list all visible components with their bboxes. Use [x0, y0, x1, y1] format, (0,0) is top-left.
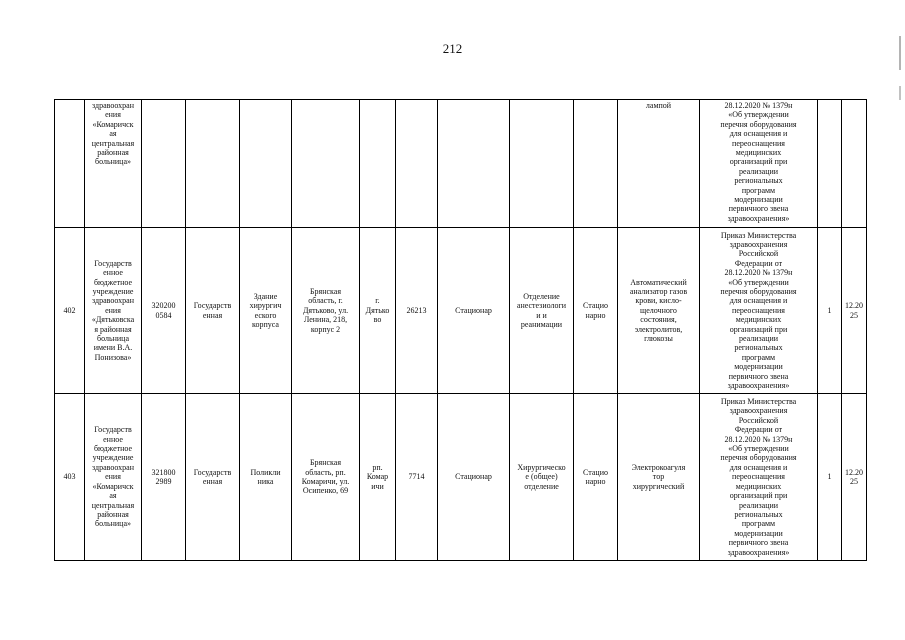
department-cell: Хирургическо е (общее) отделение	[510, 394, 574, 561]
settlement-cell: рп. Комар ичи	[360, 394, 396, 561]
scan-edge-mark	[899, 36, 901, 70]
address-cell: Брянская область, г. Дятьково, ул. Ленина, 218, корпус 2	[292, 228, 360, 394]
building-cell	[240, 100, 292, 228]
equipment-cell: Автоматический анализатор газов крови, кисло- щелочного состояния, электролитов, глюкозы	[618, 228, 700, 394]
address-cell	[292, 100, 360, 228]
population-cell	[396, 100, 438, 228]
date-cell	[842, 100, 867, 228]
building-cell: Поликли ника	[240, 394, 292, 561]
conditions-cell: Стацио нарно	[574, 228, 618, 394]
date-cell: 12.20 25	[842, 394, 867, 561]
row-number-cell	[55, 100, 85, 228]
equipment-cell: лампой	[618, 100, 700, 228]
conditions-cell: Стацио нарно	[574, 394, 618, 561]
building-cell: Здание хирургич еского корпуса	[240, 228, 292, 394]
table-row	[55, 394, 867, 561]
table-row	[55, 228, 867, 394]
institution-cell: Государств енное бюджетное учреждение здравоохран ения «Комаричск ая центральная районная больница»	[85, 394, 142, 561]
care-type-cell: Стационар	[438, 228, 510, 394]
quantity-cell: 1	[818, 394, 842, 561]
conditions-cell	[574, 100, 618, 228]
institution-cell: Государств енное бюджетное учреждение здравоохран ения «Дятьковска я районная больница имени В.А. Понизова»	[85, 228, 142, 394]
inn-cell: 321800 2989	[142, 394, 186, 561]
row-number-cell: 402	[55, 228, 85, 394]
institution-cell: здравоохран ения «Комаричск ая центральная районная больница»	[85, 100, 142, 228]
equipment-cell: Электрокоагуля тор хирургический	[618, 394, 700, 561]
basis-cell: 28.12.2020 № 1379н «Об утверждении перечня оборудования для оснащения и переоснащения медицинских организаций при реализации региональных программ модернизации первичного звена здравоохранения»	[700, 100, 818, 228]
department-cell	[510, 100, 574, 228]
ownership-cell: Государств енная	[186, 394, 240, 561]
table-row	[55, 100, 867, 228]
equipment-table	[54, 99, 867, 561]
basis-cell: Приказ Министерства здравоохранения Российской Федерации от 28.12.2020 № 1379н «Об утверждении перечня оборудования для оснащения и переоснащения медицинских организаций при реализации региональных программ модернизации первичного звена здравоохранения»	[700, 228, 818, 394]
row-number-cell: 403	[55, 394, 85, 561]
page-number: 212	[442, 41, 463, 56]
ownership-cell	[186, 100, 240, 228]
address-cell: Брянская область, рп. Комаричи, ул. Осипенко, 69	[292, 394, 360, 561]
inn-cell: 320200 0584	[142, 228, 186, 394]
ownership-cell: Государств енная	[186, 228, 240, 394]
department-cell: Отделение анестезиологи и и реанимации	[510, 228, 574, 394]
settlement-cell: г. Дятько во	[360, 228, 396, 394]
quantity-cell: 1	[818, 228, 842, 394]
quantity-cell	[818, 100, 842, 228]
population-cell: 7714	[396, 394, 438, 561]
inn-cell	[142, 100, 186, 228]
settlement-cell	[360, 100, 396, 228]
population-cell: 26213	[396, 228, 438, 394]
care-type-cell	[438, 100, 510, 228]
care-type-cell: Стационар	[438, 394, 510, 561]
scan-edge-mark	[899, 86, 901, 100]
date-cell: 12.20 25	[842, 228, 867, 394]
basis-cell: Приказ Министерства здравоохранения Российской Федерации от 28.12.2020 № 1379н «Об утверждении перечня оборудования для оснащения и переоснащения медицинских организаций при реализации региональных программ модернизации первичного звена здравоохранения»	[700, 394, 818, 561]
